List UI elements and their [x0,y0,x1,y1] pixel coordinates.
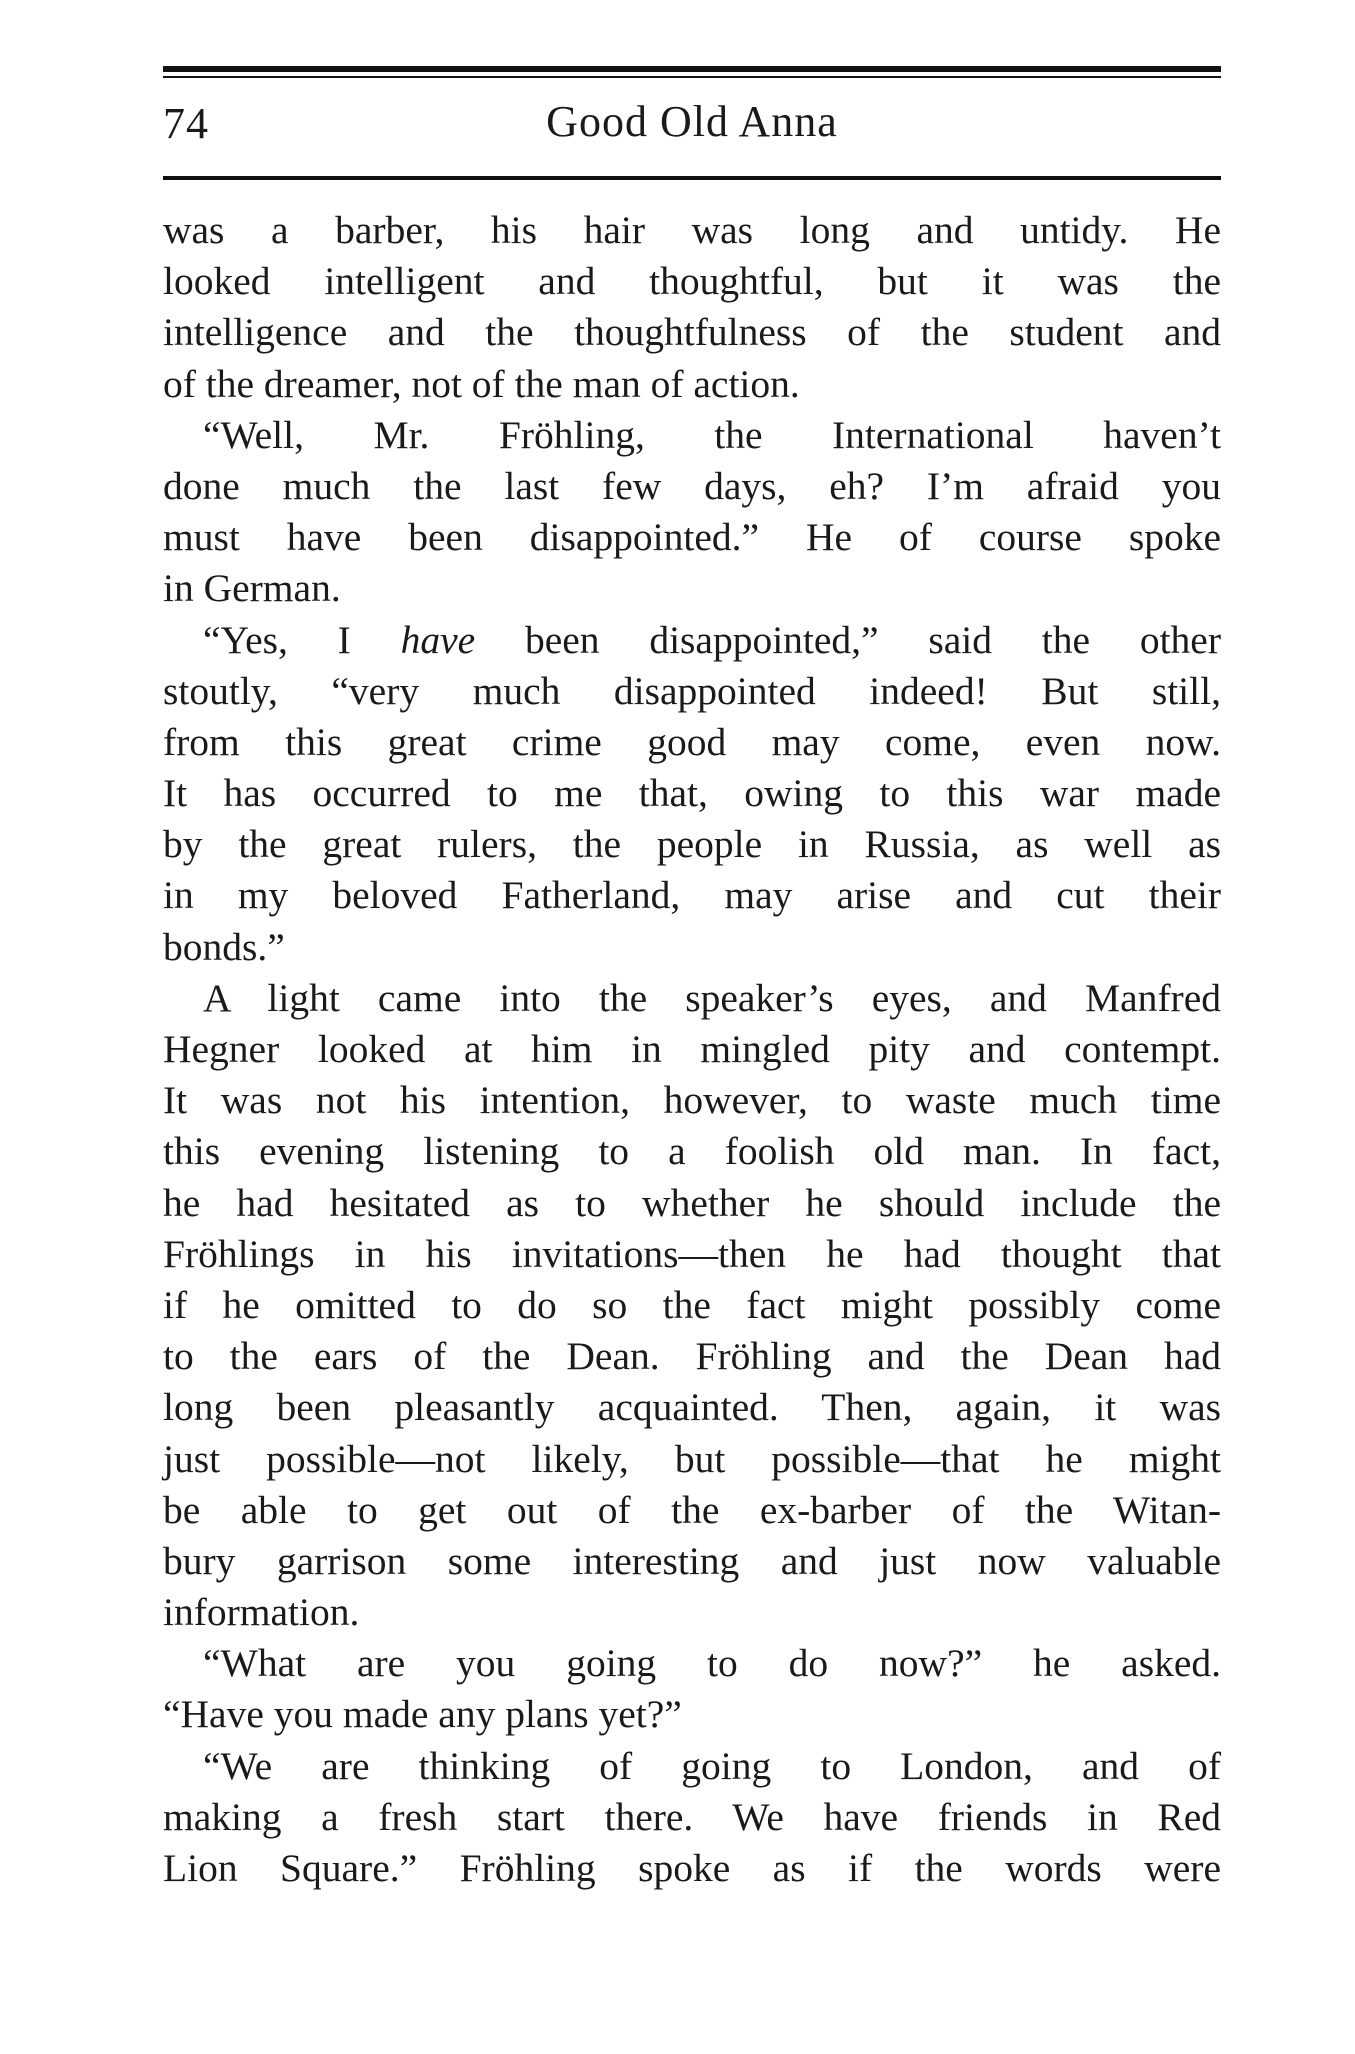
text-line: bonds.” [163,924,285,969]
text-line: “What are you going to do now?” he asked. [203,1641,1221,1686]
text-line: by the great rulers, the people in Russia, as well as [163,822,1221,867]
text-segment: been disappointed,” said the other [475,617,1221,662]
text-line: intelligence and the thoughtfulness of the student and [163,310,1221,355]
text-line: to the ears of the Dean. Fröhling and the Dean had [163,1334,1221,1379]
text-line: in German. [163,566,341,611]
text-line: Lion Square.” Fröhling spoke as if the words were [163,1846,1221,1890]
text-line [163,615,1221,666]
text-line: he had hesitated as to whether he should include the [163,1180,1221,1225]
text-line: It was not his intention, however, to waste much time [163,1078,1221,1123]
text-line: making a fresh start there. We have friends in Red [163,1794,1221,1839]
text-line: Fröhlings in his invitations—then he had thought that [163,1231,1221,1276]
text-line: long been pleasantly acquainted. Then, again, it was [163,1385,1221,1430]
text-line: this evening listening to a foolish old man. In fact, [163,1129,1221,1174]
text-line: stoutly, “very much disappointed indeed! But still, [163,668,1221,713]
text-line: from this great crime good may come, even now. [163,719,1221,764]
text-line: if he omitted to do so the fact might possibly come [163,1282,1221,1327]
text-line: bury garrison some interesting and just now valuable [163,1538,1221,1583]
text-line: just possible—not likely, but possible—that he might [163,1436,1221,1481]
text-line: looked intelligent and thoughtful, but it was the [163,259,1221,304]
text-line: information. [163,1590,360,1635]
text-line: “Have you made any plans yet?” [163,1692,682,1737]
text-line: done much the last few days, eh? I’m afraid you [163,463,1221,508]
text-line: “Well, Mr. Fröhling, the International haven’t [203,412,1221,457]
text-line: “We are thinking of going to London, and of [203,1743,1221,1788]
text-line: It has occurred to me that, owing to this war made [163,771,1221,816]
header-rule-top [163,66,1221,72]
text-segment: “Yes, I [203,617,401,662]
text-line: be able to get out of the ex-barber of the Witan- [163,1487,1221,1532]
text-line: Hegner looked at him in mingled pity and contempt. [163,1027,1221,1071]
header-rule-bottom [163,176,1221,180]
text-line: was a barber, his hair was long and untidy. He [163,208,1221,252]
text-line: of the dreamer, not of the man of action. [163,361,800,406]
text-line: must have been disappointed.” He of course spoke [163,515,1221,560]
text-line: A light came into the speaker’s eyes, and Manfred [203,975,1221,1020]
page-number: 74 [163,99,209,148]
running-title: Good Old Anna [546,97,838,146]
running-head [163,96,1221,166]
body-text [163,205,1221,1894]
emphasis: have [400,617,476,662]
header-rule-top-thin [163,76,1221,78]
text-line: in my beloved Fatherland, may arise and cut their [163,873,1221,918]
